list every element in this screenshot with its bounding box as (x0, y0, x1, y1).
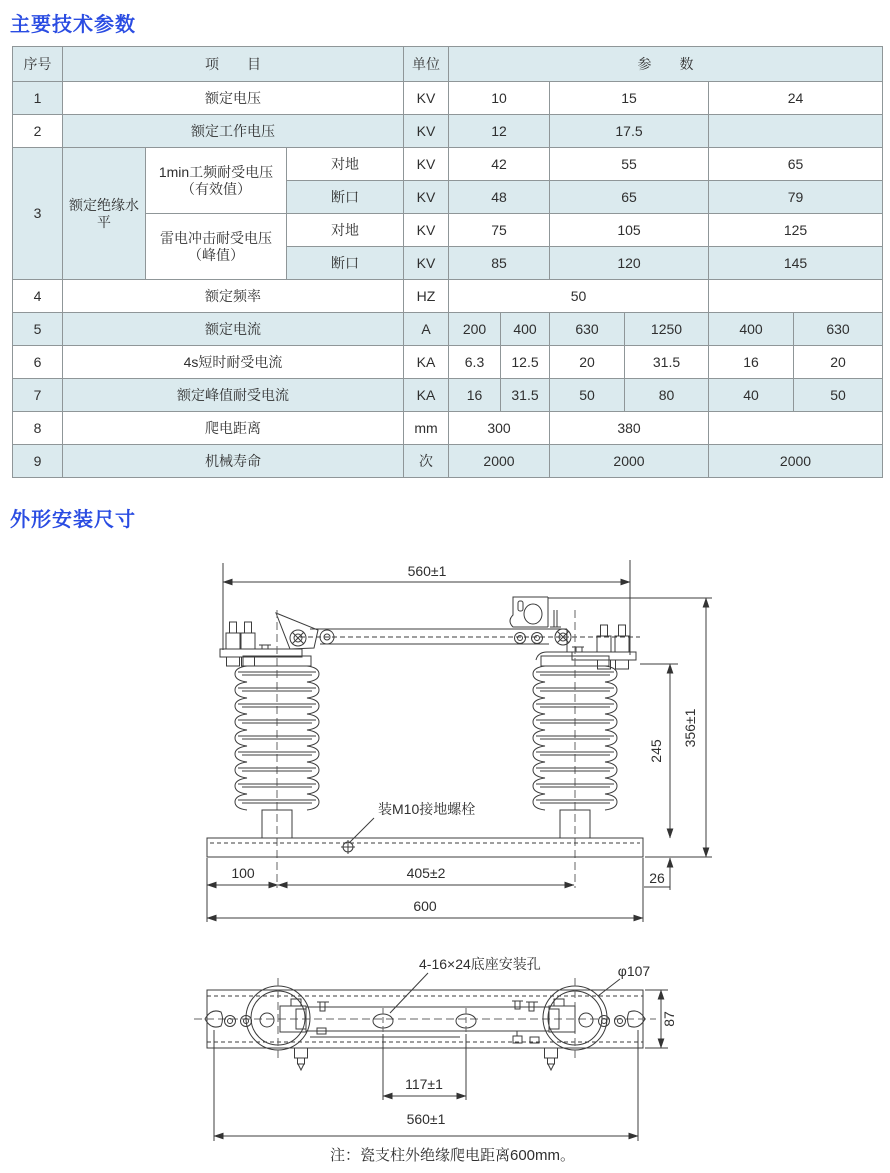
dimension-label: 100 (231, 865, 255, 881)
param-value: 75 (449, 214, 550, 247)
unit-label: KV (404, 148, 449, 181)
param-value: 17.5 (550, 115, 709, 148)
table-row (13, 280, 883, 313)
mounting-holes-label: 4-16×24底座安装孔 (419, 956, 541, 972)
param-value: 20 (794, 346, 883, 379)
param-value: 31.5 (625, 346, 709, 379)
unit-label: KV (404, 115, 449, 148)
table-row (13, 115, 883, 148)
row-number: 7 (13, 379, 63, 412)
unit-label: KV (404, 181, 449, 214)
param-value: 12 (449, 115, 550, 148)
param-value: 20 (550, 346, 625, 379)
param-value: 24 (709, 82, 883, 115)
param-value: 120 (550, 247, 709, 280)
param-value: 10 (449, 82, 550, 115)
param-value: 16 (449, 379, 501, 412)
dimension-label: 26 (649, 870, 665, 886)
param-value (709, 412, 883, 445)
table-row (13, 82, 883, 115)
param-value: 145 (709, 247, 883, 280)
item-label: 额定工作电压 (63, 115, 404, 148)
param-value: 50 (794, 379, 883, 412)
header-item: 项 目 (63, 47, 404, 82)
left-flange-circle (246, 978, 329, 1070)
condition-label: 断口 (287, 247, 404, 280)
table-row (13, 148, 883, 181)
param-value: 630 (550, 313, 625, 346)
param-value: 105 (550, 214, 709, 247)
unit-label: mm (404, 412, 449, 445)
row-number: 4 (13, 280, 63, 313)
sub-item-line2: （峰值） (188, 246, 244, 263)
param-value: 630 (794, 313, 883, 346)
param-value: 2000 (550, 445, 709, 478)
dimension-label: 356±1 (682, 708, 698, 748)
table-row (13, 313, 883, 346)
item-label: 额定峰值耐受电流 (63, 379, 404, 412)
sub-item-line2: （有效值） (181, 180, 251, 197)
param-value: 31.5 (501, 379, 550, 412)
param-value: 50 (550, 379, 625, 412)
dimension-label: 560±1 (406, 1111, 446, 1127)
unit-label: HZ (404, 280, 449, 313)
flange-diameter-label: φ107 (617, 963, 651, 979)
unit-label: KA (404, 379, 449, 412)
unit-label: KV (404, 247, 449, 280)
param-value: 40 (709, 379, 794, 412)
param-value: 1250 (625, 313, 709, 346)
item-label: 额定频率 (63, 280, 404, 313)
table-row (13, 412, 883, 445)
unit-label: KA (404, 346, 449, 379)
right-terminal-pad (536, 625, 636, 669)
param-value: 125 (709, 214, 883, 247)
param-value: 380 (550, 412, 709, 445)
param-value: 65 (550, 181, 709, 214)
header-param: 参 数 (449, 47, 883, 82)
row-number: 1 (13, 82, 63, 115)
table-header-row (13, 47, 883, 82)
contact-bracket (510, 597, 561, 627)
dimension-label: 245 (648, 739, 664, 763)
base-plate (207, 838, 643, 857)
param-value: 400 (709, 313, 794, 346)
left-terminal-pad (220, 622, 302, 666)
unit-label: A (404, 313, 449, 346)
item-label: 额定电流 (63, 313, 404, 346)
param-value: 200 (449, 313, 501, 346)
dimension-label: 560±1 (407, 563, 447, 579)
row-number: 2 (13, 115, 63, 148)
param-value: 12.5 (501, 346, 550, 379)
unit-label: KV (404, 82, 449, 115)
row-number: 8 (13, 412, 63, 445)
section-title-main-parameters: 主要技术参数 (10, 14, 136, 36)
sub-item-label (146, 214, 287, 280)
row-number: 3 (13, 148, 63, 280)
dimension-label: 87 (661, 1011, 677, 1027)
condition-label: 对地 (287, 214, 404, 247)
item-label: 机械寿命 (63, 445, 404, 478)
param-value (709, 115, 883, 148)
row-number: 6 (13, 346, 63, 379)
table-row (13, 346, 883, 379)
row-number: 9 (13, 445, 63, 478)
unit-label: KV (404, 214, 449, 247)
blade-arm (276, 613, 640, 652)
ground-bolt-label: 装M10接地螺栓 (378, 801, 476, 817)
param-value: 80 (625, 379, 709, 412)
header-no: 序号 (13, 47, 63, 82)
condition-label: 断口 (287, 181, 404, 214)
param-value: 2000 (449, 445, 550, 478)
front-view-drawing (207, 560, 712, 922)
dimension-label: 117±1 (405, 1076, 443, 1092)
param-value: 2000 (709, 445, 883, 478)
sub-item-line1: 雷电冲击耐受电压 (160, 229, 272, 246)
item-label: 4s短时耐受电流 (63, 346, 404, 379)
item-label: 爬电距离 (63, 412, 404, 445)
param-value: 6.3 (449, 346, 501, 379)
param-value: 42 (449, 148, 550, 181)
header-unit: 单位 (404, 47, 449, 82)
param-value: 300 (449, 412, 550, 445)
param-value (709, 280, 883, 313)
item-label: 额定绝缘水平 (63, 148, 146, 280)
row-number: 5 (13, 313, 63, 346)
param-value: 55 (550, 148, 709, 181)
item-label: 额定电压 (63, 82, 404, 115)
param-value: 79 (709, 181, 883, 214)
table-row (13, 445, 883, 478)
sub-item-line1: 1min工频耐受电压 (158, 163, 274, 180)
param-value: 85 (449, 247, 550, 280)
unit-label: 次 (404, 445, 449, 478)
param-value: 15 (550, 82, 709, 115)
footnote: 注：瓷支柱外绝缘爬电距离600mm。 (330, 1147, 576, 1164)
table-row (13, 379, 883, 412)
param-value: 48 (449, 181, 550, 214)
param-value: 16 (709, 346, 794, 379)
parameters-table (12, 46, 883, 478)
sub-item-label (146, 148, 287, 214)
top-view-drawing (194, 956, 677, 1141)
condition-label: 对地 (287, 148, 404, 181)
dimension-label: 600 (413, 898, 437, 914)
dimension-label: 405±2 (406, 865, 446, 881)
outline-dimension-drawings (0, 535, 890, 1173)
param-value: 400 (501, 313, 550, 346)
right-flange-circle (526, 978, 607, 1070)
param-value: 65 (709, 148, 883, 181)
param-value: 50 (449, 280, 709, 313)
section-title-dimensions: 外形安装尺寸 (10, 509, 136, 531)
